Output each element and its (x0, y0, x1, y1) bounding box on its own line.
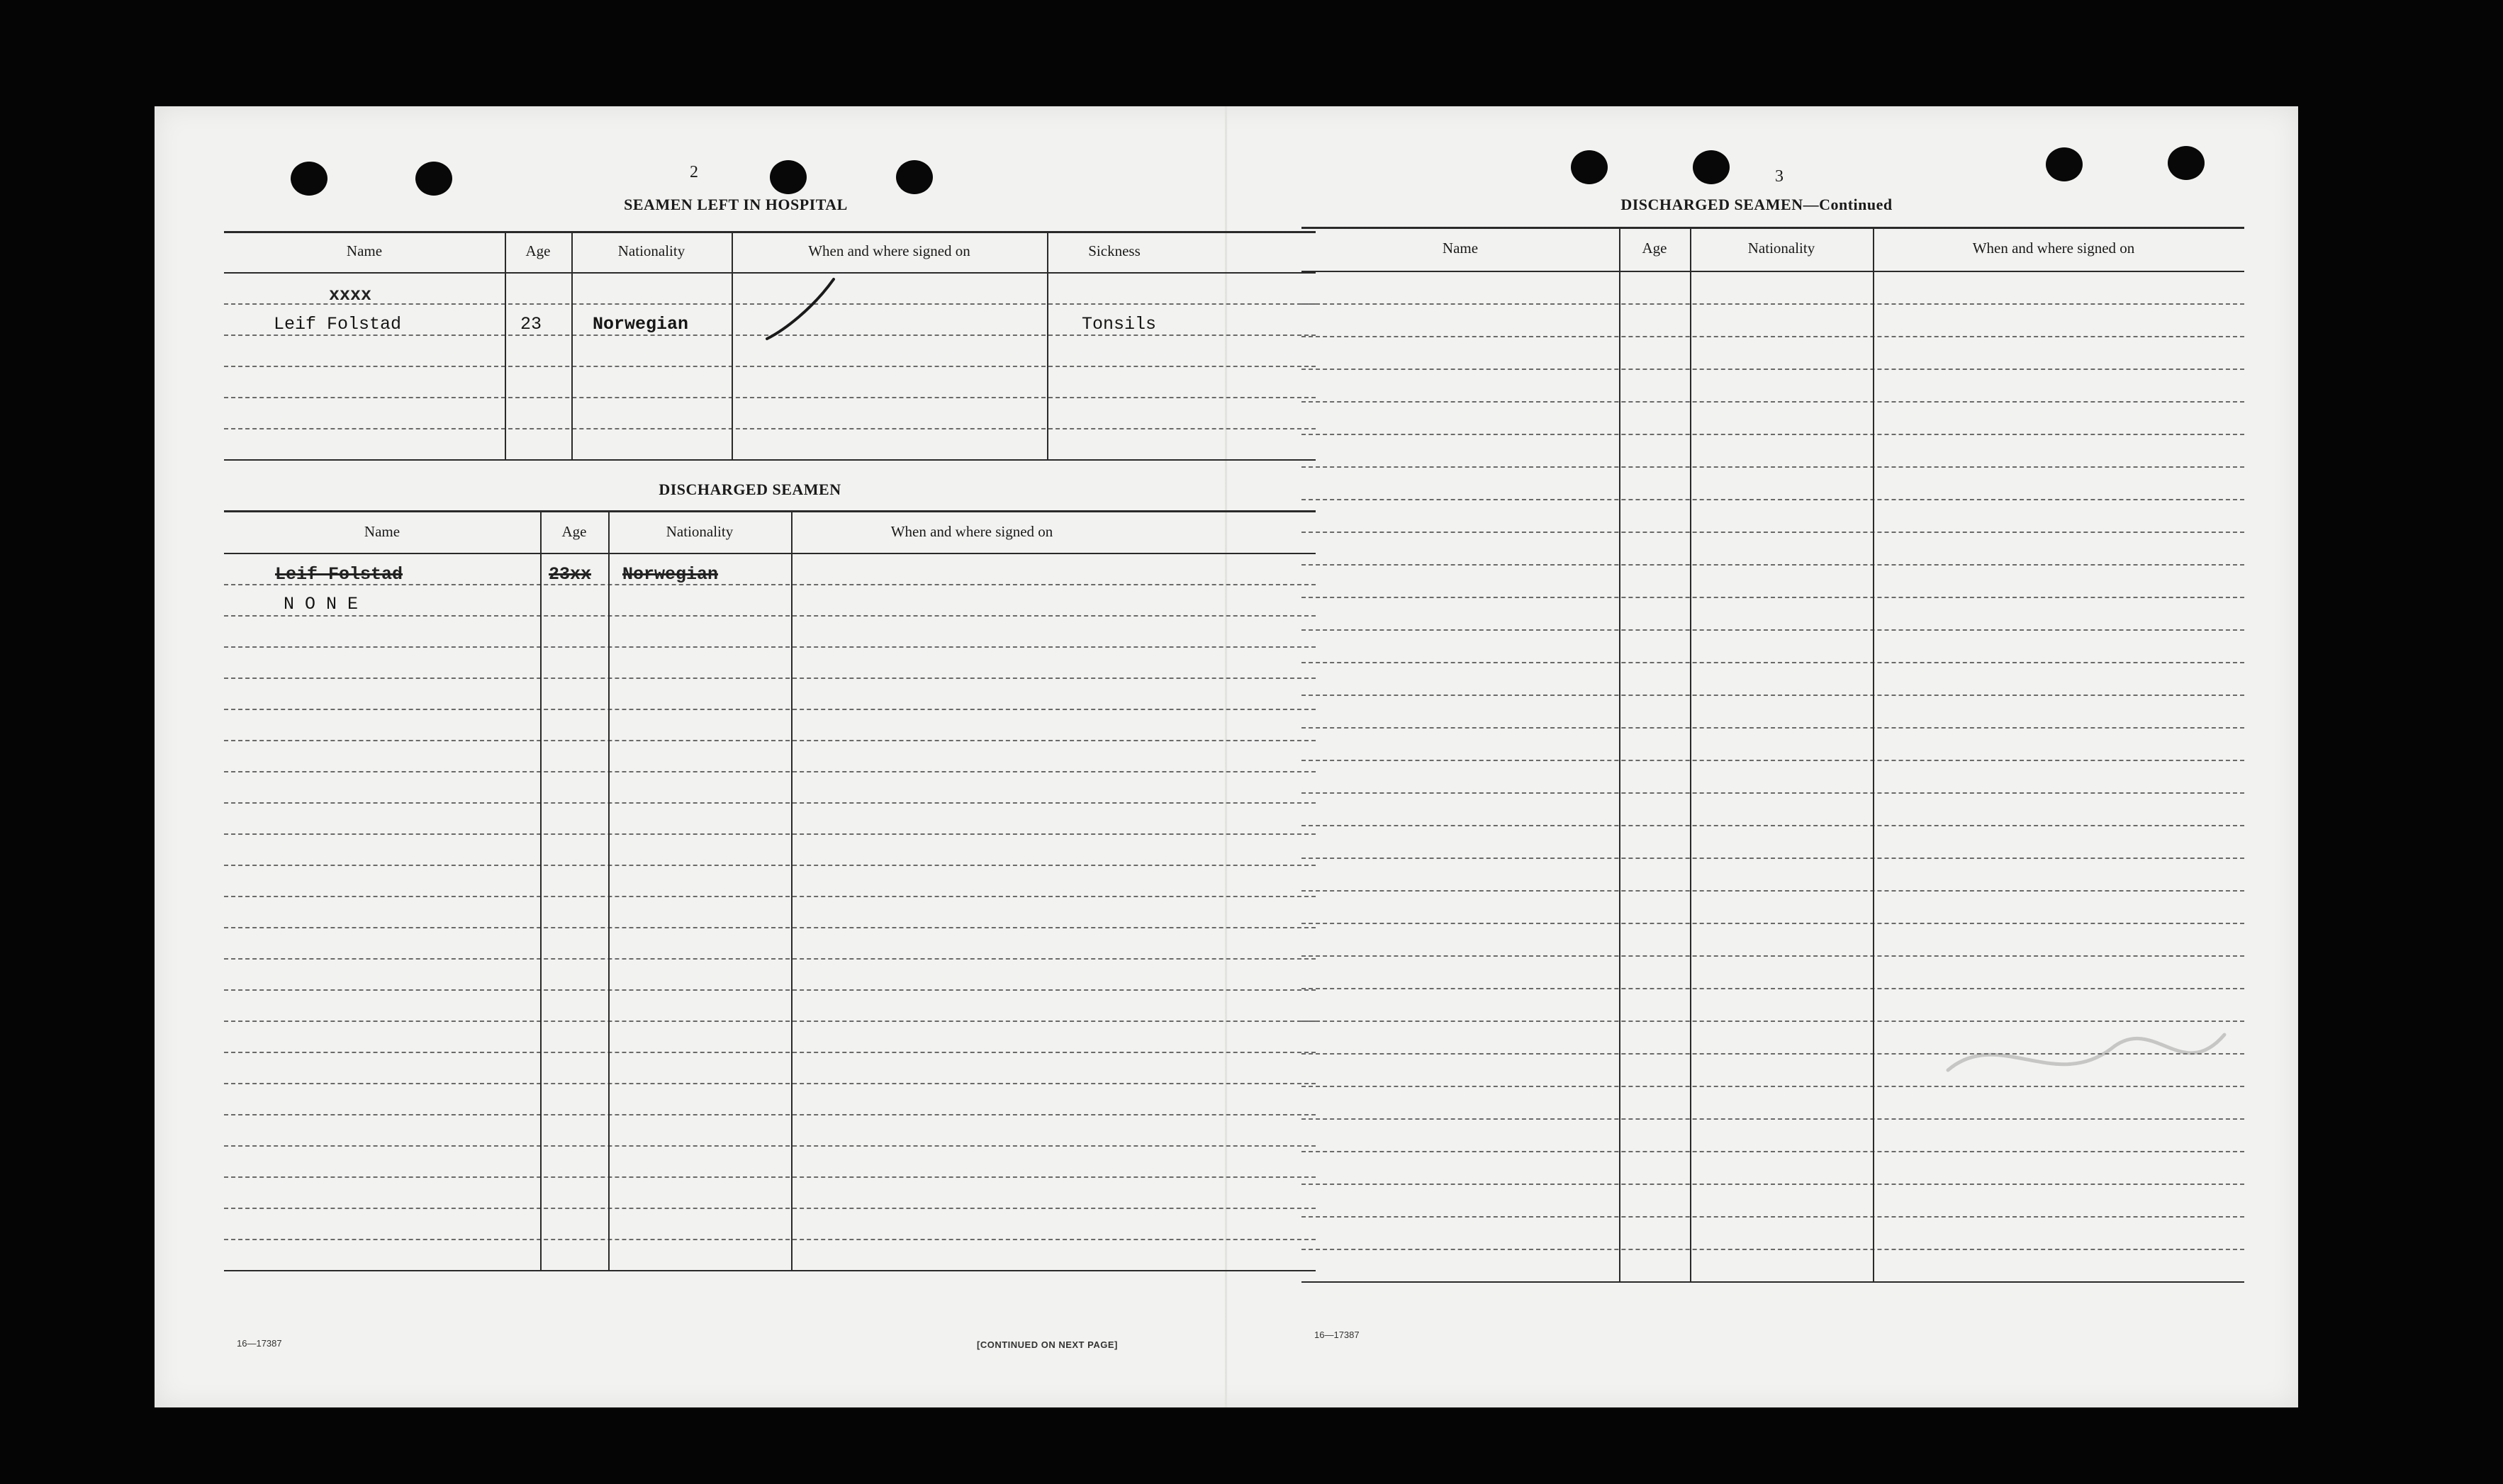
hospital-header-sickness: Sickness (1088, 242, 1141, 259)
discharged-header-age: Age (561, 523, 587, 540)
binder-hole (291, 162, 327, 196)
hospital-entry-sickness: Tonsils (1082, 314, 1157, 335)
binder-hole (896, 160, 933, 194)
hospital-header-nationality: Nationality (617, 242, 685, 259)
discharged-continued-title-suffix: —Continued (1803, 196, 1893, 213)
binder-hole (415, 162, 452, 196)
discharged-continued-table (1301, 227, 2244, 1318)
binder-hole (2046, 147, 2083, 181)
hospital-header-signed-on: When and where signed on (808, 242, 970, 259)
hospital-section-title: SEAMEN LEFT IN HOSPITAL (624, 196, 848, 213)
binder-hole (1571, 150, 1608, 184)
hospital-entry-nationality: Norwegian (593, 314, 689, 335)
struck-entry-age: 23xx (549, 564, 592, 585)
continued-note: [CONTINUED ON NEXT PAGE] (977, 1339, 1118, 1350)
form-number-left: 16—17387 (237, 1338, 282, 1349)
hospital-header-name: Name (346, 242, 383, 259)
continued-header-name: Name (1442, 240, 1479, 257)
discharged-header-nationality: Nationality (666, 523, 734, 540)
hospital-entry-name: Leif Folstad (274, 314, 402, 335)
discharged-continued-title-main: DISCHARGED SEAMEN (1620, 196, 1803, 213)
struck-entry-nationality: Norwegian (622, 564, 719, 585)
continued-header-nationality: Nationality (1747, 240, 1815, 257)
binder-hole (770, 160, 807, 194)
hospital-entry-age: 23 (520, 314, 542, 335)
struck-entry-name: Leif Folstad (275, 564, 403, 585)
continued-header-age: Age (1642, 240, 1667, 257)
bleed-through-mark (1941, 985, 2239, 1106)
binder-hole (1693, 150, 1730, 184)
struck-mark: xxxx (329, 285, 372, 305)
discharged-section-title: DISCHARGED SEAMEN (659, 480, 841, 498)
pen-stroke (763, 274, 841, 344)
discharged-header-signed-on: When and where signed on (890, 523, 1053, 540)
continued-header-signed-on: When and where signed on (1972, 240, 2135, 257)
discharged-header-name: Name (364, 523, 401, 540)
form-number-right: 16—17387 (1314, 1330, 1360, 1340)
binder-hole (2168, 146, 2205, 180)
discharged-continued-title (1544, 196, 1969, 214)
discharged-table (224, 510, 1316, 1304)
none-entry: N O N E (284, 594, 359, 614)
page-number: 3 (1775, 167, 1784, 186)
hospital-header-age: Age (525, 242, 551, 259)
manifest-document (155, 106, 2298, 1407)
page-number: 2 (690, 163, 698, 181)
